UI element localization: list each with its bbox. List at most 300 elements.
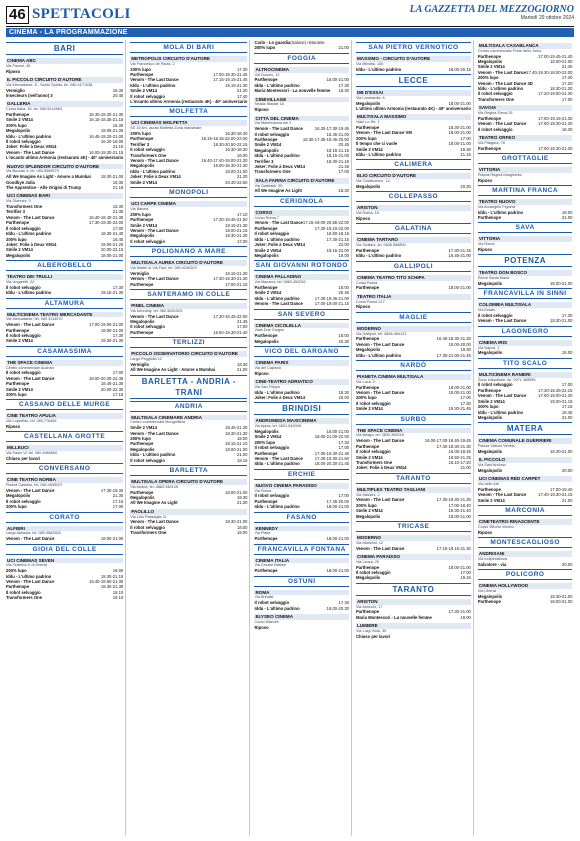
showtimes: 20.00-22.30: [100, 386, 124, 392]
showtimes: 21.00: [236, 452, 248, 458]
cinema-address: Piazza Vittorio Veneto: [477, 444, 515, 449]
film-title: Riposo: [6, 68, 21, 74]
showtimes: 17.30-19.30-21.30: [213, 276, 248, 282]
cinema-address: Via Lombardia, 6: [355, 95, 385, 100]
film-title: Iddu - L'ultimo padrino: [254, 236, 300, 242]
showtimes: 18.00-20.15: [448, 66, 471, 72]
showtime-row: [6, 253, 123, 258]
showtimes: 18.05-21.05: [100, 128, 124, 134]
film-title: Venom - The Last Dance: [130, 227, 179, 233]
showtimes: 17.30: [338, 439, 349, 445]
showtimes: 18.00-21.00: [448, 285, 471, 291]
city-heading: BARLETTA - ANDRIA - TRANI: [130, 375, 247, 399]
film-title: Iddu - L'ultimo padrino: [6, 231, 52, 237]
cinema-name: VITTORIA: [478, 167, 573, 173]
showtimes: 18.00-20.30: [326, 605, 349, 611]
film-title: Il robot selvaggio: [355, 569, 391, 575]
cinema-address: Via Brindisi: [254, 595, 274, 600]
showtimes: 18.30-21.00: [550, 593, 573, 599]
cinema-name: PINEL CINEMA: [130, 303, 247, 309]
showtimes: 20.00: [561, 561, 573, 567]
film-title: Venom - The Last Dance: [130, 158, 179, 164]
film-title: Transformers One: [6, 595, 43, 601]
city-heading: FOGGIA: [254, 53, 349, 64]
cinema-name: CINEMA IRIS: [478, 340, 573, 346]
film-title: Riposo: [254, 624, 269, 630]
cinema-address: Via Pavoni, 45: [6, 63, 31, 68]
cinema-address: Via Lido Passaglia 21: [130, 514, 167, 519]
city-heading: SAN SEVERO: [254, 309, 349, 320]
showtimes: 17.15-19.15-21.30: [436, 545, 471, 551]
cinema-address: Rione Santa Maria: [477, 276, 510, 281]
film-title: Joker: Folie à Deux VM14: [6, 144, 57, 150]
film-title: Parthenope: [130, 489, 154, 495]
film-title: Joker: Folie à Deux VM14: [254, 394, 305, 400]
showtimes: 16.30: [338, 88, 349, 94]
cinema-address: Via delle Arti: [477, 482, 499, 487]
showtimes: 18.00-21.00: [448, 100, 471, 106]
cinema-address: Piazza Regina Margherita: [477, 172, 522, 177]
showtimes: 18.15-21.10: [225, 441, 248, 447]
film-title: Il robot selvaggio: [130, 93, 165, 99]
film-title: Iddu - L'ultimo padrino: [6, 133, 52, 139]
film-title: 200% lupo: [6, 504, 27, 510]
showtimes: 18.30-21.15: [100, 573, 124, 579]
cinema-address: Via Paolo VI, tel. 080.4965660: [6, 451, 58, 456]
showtimes: 19.00: [460, 614, 471, 620]
showtimes: 17.30-18.30-21.30: [436, 443, 471, 449]
showtimes: 22.00: [338, 242, 349, 248]
showtime-row: [6, 185, 123, 190]
cinema-address: Via Ungaretti, 22: [6, 279, 35, 284]
film-title: Megalopolis: [6, 252, 31, 258]
film-title: Maria Montessori - La nouvelle femme: [254, 88, 331, 94]
film-title: Vermiglio: [6, 87, 25, 93]
showtime-row: [356, 304, 471, 309]
showtimes: 18.00: [338, 284, 349, 290]
cinema-address: Strada Statale 16: [254, 102, 284, 107]
showtimes: 18.00-21.00: [550, 59, 573, 64]
showtimes: 18.00-21.00: [100, 536, 124, 542]
showtimes: 18.00-21.15: [225, 227, 248, 233]
film-title: Il robot selvaggio: [254, 600, 290, 606]
showtimes: 17.15: [561, 404, 573, 410]
showtime-row: [356, 216, 471, 221]
film-title: L'ultimo ultimo Armonia (restaurato 4K) - 40° anniversario: [355, 106, 471, 111]
showtimes: 18.00-21.00: [550, 281, 573, 287]
cinema-address: Via Libertà: [477, 588, 496, 593]
city-heading: SAN PIETRO VERNOTICO: [356, 42, 471, 53]
cinema-name: THE SPACE CINEMA: [6, 360, 123, 366]
film-title: Megalopolis: [355, 347, 381, 353]
newspaper-logo: LA GAZZETTA DEL MEZZOGIORNO: [409, 4, 574, 15]
showtimes: 18.30-17.35-19.45-20.50: [302, 137, 349, 143]
showtimes: 17.30-21.00-21.45: [436, 352, 471, 358]
film-title: 200% lupo: [355, 395, 377, 401]
cinema-name: PIANETA CINEMA MULTISALA: [356, 374, 471, 380]
film-title: Smile 2 VM14: [477, 64, 505, 70]
cinema-name: CINEMA PARADISO: [356, 554, 471, 560]
showtime-row: [254, 169, 349, 174]
film-title: All We Imagine As Light - Amore a Mumbai: [6, 174, 91, 180]
showtimes: 17.30-19.10-22.00: [314, 225, 349, 231]
city-heading: ALTAMURA: [6, 298, 123, 309]
city-heading: TARANTO: [356, 473, 471, 484]
film-title: Megalopolis: [254, 338, 279, 344]
showtimes: 18.00: [236, 530, 248, 536]
film-title: Transformers One: [6, 204, 43, 210]
city-heading: SURBO: [356, 414, 471, 425]
film-title: Transformers One: [355, 459, 393, 465]
showtimes: 18.30-20.50-22.15: [213, 141, 248, 147]
showtime-row: [130, 458, 247, 463]
listings-band: CINEMA - LA PROGRAMMAZIONE: [6, 28, 574, 37]
showtimes: 19.15-21.30: [225, 222, 248, 228]
film-title: Venom - The Last Dance: [6, 579, 55, 584]
showtimes: 17.30: [338, 82, 349, 88]
showtimes: 18.00-21.00-22.00: [314, 434, 349, 440]
cinema-address: Via Abruzzo, 17: [355, 604, 383, 609]
film-title: Smile 2 VM14: [477, 398, 505, 404]
city-heading: TRICASE: [356, 521, 471, 532]
showtime-row: [130, 330, 247, 335]
showtimes: 17.30-21.15: [448, 248, 471, 254]
showtimes: 16.50-19.30-21.40: [213, 329, 248, 335]
film-title: Parthenope: [355, 609, 380, 615]
showtimes: 18.00: [236, 524, 248, 530]
film-title: Riposo: [254, 107, 269, 113]
film-title: The Apprentice - Alle Origini di Trump: [6, 185, 82, 191]
showtimes: 16.45-18.30-21.30: [436, 336, 471, 342]
showtime-row: [356, 106, 471, 111]
showtime-row: [356, 67, 471, 72]
showtimes: 18.30-21.00: [550, 318, 573, 324]
cinema-name: TEATRO ORFEO: [478, 135, 573, 141]
film-title: Smile 2 VM14: [254, 142, 282, 148]
showtimes: 16.15-18.35-21.15: [89, 117, 124, 123]
film-title: Venom - The Last Dance: [130, 276, 179, 282]
cinema-name: CINEMA TEATRO TITO SCHIPA: [356, 275, 471, 281]
showtimes: 18.00-21.00: [448, 384, 471, 390]
showtime-row: [130, 180, 247, 185]
film-title: Venom - The Last Dance: [477, 318, 527, 324]
listings-column-3: [254, 40, 352, 836]
cinema-name: MODERNO: [356, 326, 471, 332]
film-title: Parthenope: [477, 387, 501, 393]
showtime-row: [6, 536, 123, 541]
showtimes: 19.30: [460, 146, 471, 152]
cinema-name: MILLEUCI: [6, 445, 123, 451]
city-heading: FRANCAVILLA FONTANA: [254, 544, 349, 555]
film-title: Il robot selvaggio: [254, 493, 290, 499]
film-title: Venom - The Last Dance: [355, 341, 405, 347]
cinema-name: CINEMA ABC: [6, 58, 123, 64]
cinema-name: UCI CINEMAS MOLFETTA: [130, 120, 247, 126]
cinema-name: MULTICINEMA TEATRO MERCADANTE: [6, 312, 123, 318]
showtime-row: [130, 530, 247, 535]
showtimes: 18.00-21.00: [326, 504, 349, 510]
showtimes: 19.00-21.15: [550, 398, 573, 404]
city-heading: CALIMERA: [356, 159, 471, 170]
cinema-address: Via Giannini, 9: [6, 199, 31, 204]
city-heading: GIOIA DEL COLLE: [6, 544, 123, 555]
showtimes: 17.10: [236, 211, 248, 217]
city-heading: FRANCAVILLA IN SINNI: [478, 288, 573, 299]
showtime-row: [478, 281, 573, 286]
showtime-row: [356, 546, 471, 551]
showtime-row: [356, 514, 471, 519]
city-heading: POLIGNANO A MARE: [130, 246, 247, 257]
showtimes: 20.30: [338, 338, 349, 344]
showtimes: 21.00: [236, 367, 248, 373]
cinema-name: TEATRO NUOVO: [478, 199, 573, 205]
showtimes: 18.15: [236, 457, 248, 463]
cinema-address: Via Francesco de Paola, 2: [130, 61, 175, 66]
film-title: Parthenope: [130, 217, 154, 223]
cinema-address: Via Cesare Battisti: [254, 563, 286, 568]
film-title: Megalopolis: [355, 513, 381, 519]
cinema-address: Largo Abbazia, tel. 080.3582553: [6, 531, 61, 536]
showtimes: 17.00: [338, 445, 349, 451]
city-heading: CONVERSANO: [6, 463, 123, 474]
cinema-address: Piazza Castello, tel. 080.4955007: [6, 483, 63, 488]
showtimes: 16.10-17.20: [448, 459, 471, 465]
showtimes: 17.00: [338, 493, 349, 499]
film-title: Venom - The Last Dance VM: [355, 130, 412, 136]
film-title: Venom - The Last Dance: [355, 438, 405, 444]
showtimes: 19.15-22.00: [326, 247, 349, 253]
film-title: Smile 2 VM14: [6, 247, 33, 253]
cinema-name: ALTROCINEMA: [254, 67, 349, 73]
showtimes: 19.15-21.30: [225, 82, 248, 88]
cinema-address: Via Duomo, 12: [254, 72, 280, 77]
film-title: Venom - The Last Dance: [477, 492, 527, 498]
cinema-name: CINEMA TARTARO: [356, 237, 471, 243]
showtimes: 18.30-21.15: [326, 158, 349, 164]
showtimes: 17.15: [112, 498, 124, 504]
showtimes: 19.30: [460, 347, 471, 353]
film-title: Iddu - L'ultimo padrino: [355, 352, 402, 358]
cinema-address: Via Estate: [477, 308, 496, 313]
cinema-address: Centro commerciale Mongolfiera: [130, 420, 186, 425]
showtimes: 17.30: [112, 332, 124, 338]
showtime-row: [254, 107, 349, 112]
showtimes: 17.00-19.30-21.30: [538, 145, 573, 151]
cinema-address: Via Leuca, 20: [355, 559, 380, 564]
showtimes: 16.00: [236, 152, 248, 158]
showtime-row: [478, 449, 573, 454]
film-title: Parthenope: [6, 584, 30, 590]
showtimes: 18.00-20.30-21.45: [314, 461, 349, 467]
film-title: Smile 2 VM14: [254, 434, 282, 440]
film-title: Chiuso per lavori: [6, 455, 41, 461]
film-title: Megalopolis: [6, 493, 31, 499]
showtime-row: [130, 367, 247, 372]
showtimes: 20.30: [460, 184, 471, 190]
film-title: Il tempo che ci vuole: [355, 141, 398, 147]
film-title: Il robot selvaggio: [6, 284, 41, 290]
showtime-row: [6, 155, 123, 160]
showtimes: 18.00-21.00: [448, 513, 471, 519]
header-rule: [6, 26, 574, 27]
showtimes: 16.00-18.45: [448, 449, 471, 455]
showtimes: 21.10: [112, 144, 124, 150]
showtimes: 16.30: [112, 122, 124, 128]
cinema-name: KENNEDY: [254, 526, 349, 532]
film-title: Parthenope: [130, 72, 154, 77]
showtime-row: [478, 415, 573, 420]
cinema-name: CINE TEATRO APULIA: [6, 413, 123, 419]
film-title: Transformers One: [130, 152, 167, 158]
cinema-address: Centro commerciale Porte dello Jonio: [477, 48, 542, 53]
film-title: Joker: Folie à Deux VM14: [130, 174, 181, 180]
film-title: Insecteurs (nell'anno) 3: [6, 93, 53, 98]
cinema-address: Via Regina Elena 25: [477, 111, 513, 116]
film-title: 200% lupo: [6, 568, 27, 574]
film-title: 200% lupo: [6, 236, 27, 242]
film-title: L'incanto ultimo Armonia (restaurato 4K) - 40° anniversario: [6, 155, 124, 161]
cinema-address: Centro commerciale Auchan: [6, 365, 54, 370]
showtime-row: [254, 301, 349, 306]
film-title: All We Imagine As Light: [254, 188, 302, 194]
listings-column-5: [478, 40, 575, 836]
film-title: Il robot selvaggio: [130, 238, 165, 244]
city-heading: LAGONEGRO: [478, 326, 573, 337]
cinema-name: CINEMA HOLLYWOOD: [478, 583, 573, 589]
showtimes: 18.30: [338, 389, 349, 395]
film-title: Venom - The Last Dance 3D: [477, 80, 533, 86]
cinema-address: Via Gallipoli, tel. 0836.484123: [355, 331, 407, 336]
showtimes: 18.00-20.00: [448, 341, 471, 347]
showtimes: 16.30-18.30: [225, 131, 248, 137]
film-title: 200% lupo: [130, 66, 151, 72]
showtimes: 21.30: [236, 88, 248, 94]
film-title: Venom - The Last Dance: [254, 220, 303, 226]
showtimes: 18.30-21.30: [550, 86, 573, 92]
cinema-address: Via Birago, tel. 0832.369018: [355, 433, 404, 438]
cinema-address: Zona Industriale, tel. 0971.485555: [477, 377, 536, 382]
film-title: Venom - The Last Dance: [6, 487, 55, 493]
cinema-address: Via Buccari 4, tel. 080.5569579: [6, 169, 59, 174]
showtime-row: [478, 127, 573, 132]
showtimes: 18.00-21.00: [326, 568, 349, 574]
showtime-row: [6, 595, 123, 600]
showtimes: 18.15-21.00: [326, 153, 349, 159]
city-heading: OSTUNI: [254, 576, 349, 587]
film-title: Parthenope: [254, 137, 278, 143]
listings-column-2: [130, 40, 250, 836]
showtimes: 16.00-18.30-21.30: [213, 163, 248, 169]
city-heading: MOLFETTA: [130, 106, 247, 117]
film-title: Smile 2 VM14: [254, 247, 282, 253]
listings-column-1: [6, 40, 126, 836]
film-title: 200% lupo: [254, 45, 276, 51]
film-title: Venom - The Last Dance: [355, 497, 405, 503]
showtime-row: [254, 253, 349, 258]
cinema-address: Via Kennedy, tel. 080.3030303: [130, 308, 182, 313]
film-title: Megalopolis: [130, 233, 155, 239]
city-heading: ERCHIE: [254, 469, 349, 480]
film-title: Megalopolis: [6, 128, 31, 134]
film-title: Megalopolis: [130, 446, 155, 452]
showtimes: 18.30-21.30: [225, 430, 248, 436]
showtimes: 17.40-19.30-21.15: [538, 492, 573, 498]
film-title: Parthenope: [254, 450, 278, 456]
cinema-address: Via Manzoni, tel. 0882.452052: [254, 280, 306, 285]
showtimes: 17.30-21.00: [448, 609, 471, 615]
city-heading: NARDÒ: [356, 360, 471, 371]
showtime-row: [478, 97, 573, 102]
film-title: Smile 2 VM14: [355, 406, 383, 412]
showtimes: 18.30: [112, 87, 124, 93]
film-title: Parthenope: [130, 136, 154, 142]
showtimes: 17.20-19.00-21.30: [538, 91, 573, 97]
showtime-row: [6, 424, 123, 429]
film-title: Il robot selvaggio: [254, 131, 290, 137]
film-title: Venom - The Last Dance: [254, 455, 303, 461]
issue-date: Martedì 29 ottobre 2024: [520, 15, 574, 21]
film-title: Smile 2 VM14: [6, 386, 33, 392]
city-heading: BARI: [6, 42, 123, 55]
film-title: Venom - The Last Dance: [130, 430, 179, 436]
city-heading: SAN GIOVANNI ROTONDO: [255, 262, 348, 270]
showtime-row: [6, 456, 123, 461]
showtimes: 18.00-21.00: [448, 130, 471, 136]
cinema-address: Via Siciliani, tel. 0836.568800: [355, 243, 406, 248]
film-title: Il robot selvaggio: [6, 370, 41, 376]
showtimes: 16.30-18.30-21.30: [89, 112, 124, 117]
showtimes: 17.00: [236, 238, 248, 244]
showtimes: 17.20: [561, 80, 573, 86]
film-title: Parthenope: [477, 53, 501, 59]
city-heading: MARCONIA: [478, 505, 573, 516]
showtime-row: [356, 152, 471, 157]
cinema-name: CINETEATRO RINASCENTE: [478, 519, 573, 525]
cinema-name: DB D'ESSAI: [356, 90, 471, 96]
cinema-address: Via Arcangelo Fighera: [477, 204, 516, 209]
showtime-row: [6, 290, 123, 295]
film-title: Transformers One: [130, 530, 167, 536]
showtimes: 21.00: [236, 500, 248, 506]
showtime-row: [6, 504, 123, 509]
cinema-name: CINEMA CICOLELLA: [254, 323, 349, 329]
film-title: Parthenope: [477, 115, 501, 121]
film-title: Parthenope: [6, 327, 30, 333]
film-title: Venom - The Last Dance: [355, 545, 405, 551]
showtimes: 21.00: [561, 497, 573, 503]
film-title: Iddu - L'ultimo padrino: [6, 573, 52, 579]
cinema-address: Via San Filippo: [254, 384, 280, 389]
film-title: Venom - The Last Dance: [254, 126, 303, 132]
film-title: Smile 2 VM14: [130, 88, 158, 94]
showtimes: 18.45-21.30: [100, 381, 124, 387]
showtime-row: [254, 371, 349, 376]
showtimes: 17.00: [460, 569, 471, 575]
showtime-row: [478, 562, 573, 567]
cinema-name: TEATRO DON BOSCO: [478, 270, 573, 276]
cinema-name: MULTISALA OPERA CIRCUITO D'AUTORE: [130, 479, 247, 485]
showtimes: 18.30-21.30: [100, 584, 124, 590]
showtimes: 17.00-19.00-21.30: [538, 393, 573, 399]
showtimes: 18.00-21.00: [448, 141, 471, 147]
film-title: Riposo: [477, 247, 493, 253]
showtimes: 19.30-21.45: [448, 406, 471, 412]
film-title: Il robot selvaggio: [130, 324, 165, 330]
showtimes: 17.40: [236, 93, 248, 99]
film-title: Joker: Folie à Deux VM14: [254, 242, 305, 248]
cinema-name: SAVOIA: [478, 105, 573, 111]
showtimes: 17.00-19.15-21.30: [538, 115, 573, 121]
